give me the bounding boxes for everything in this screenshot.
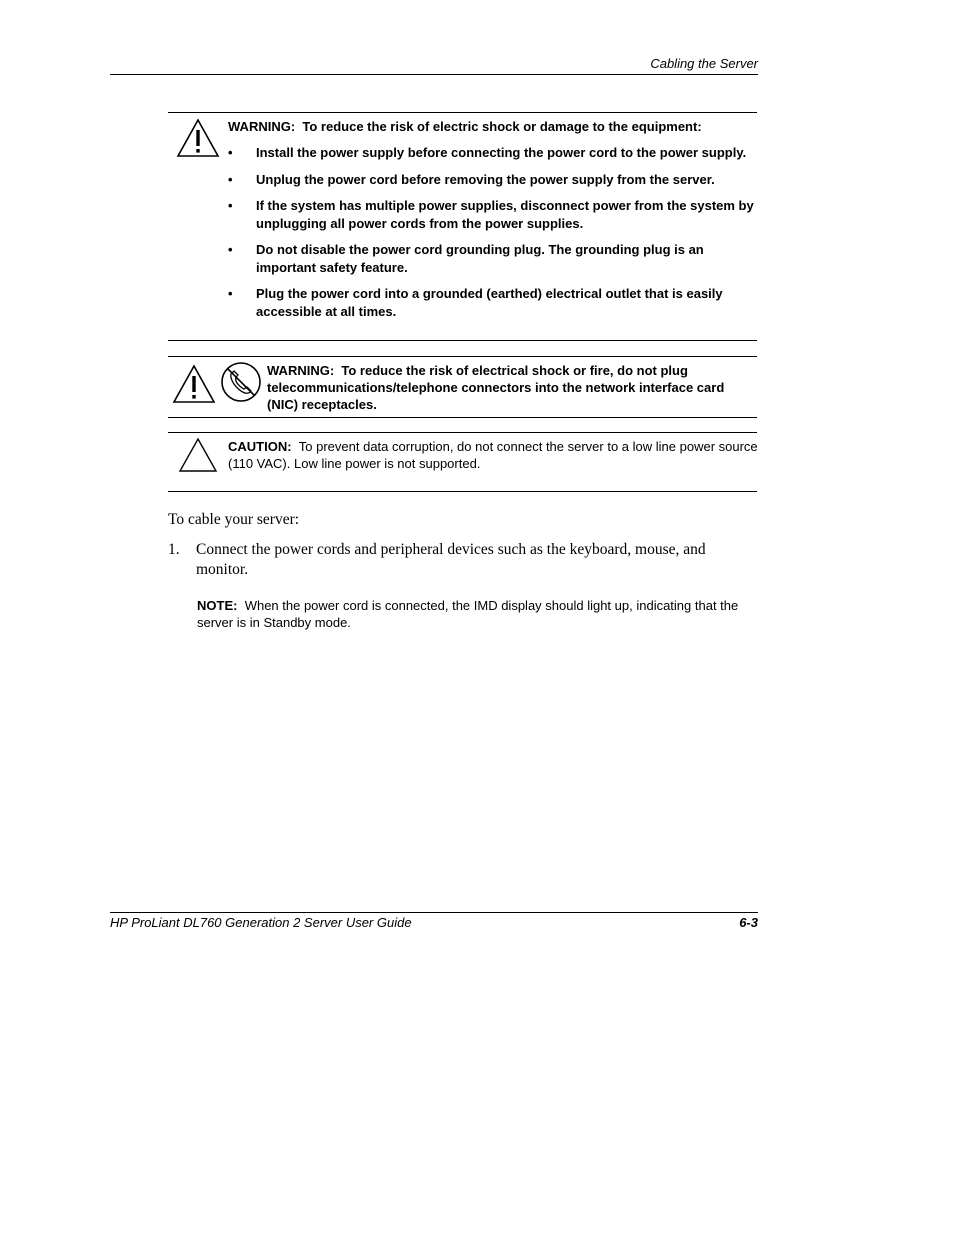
- list-item-text: If the system has multiple power supplies, disconnect power from the system by unplugging all power cords from the power supplies.: [256, 198, 754, 231]
- note-label: NOTE:: [197, 598, 238, 613]
- caution-box: [168, 432, 757, 493]
- list-item: • Install the power supply before connecting the power cord to the power supply.: [228, 145, 747, 160]
- header-rule: [110, 74, 758, 75]
- caution-text: [228, 439, 768, 472]
- list-item: • Unplug the power cord before removing the power supply from the server.: [228, 171, 715, 187]
- list-item: • Plug the power cord into a grounded (earthed) electrical outlet that is easily accessible at all times.: [228, 286, 723, 319]
- footer-rule: [110, 912, 758, 913]
- list-item: • Do not disable the power cord grounding plug. The grounding plug is an important safety feature.: [228, 242, 704, 275]
- list-item: • If the system has multiple power supplies, disconnect power from the system by unplugging all power cords from the power supplies.: [228, 198, 754, 231]
- warning-bullet-list: [228, 144, 756, 329]
- caution-triangle-icon: [178, 437, 218, 478]
- list-item-text: Install the power supply before connecting the power cord to the power supply.: [256, 145, 747, 160]
- warning-label: WARNING:: [267, 363, 335, 378]
- footer-title: HP ProLiant DL760 Generation 2 Server User Guide: [110, 915, 412, 930]
- no-telephone-icon: [220, 361, 262, 408]
- caution-top-rule: [168, 432, 757, 433]
- step-text: Connect the power cords and peripheral devices such as the keyboard, mouse, and monitor.: [196, 541, 706, 578]
- caution-bottom-rule: [168, 491, 757, 492]
- warning-box-electric-shock: [168, 112, 757, 342]
- warning-text: [267, 362, 747, 413]
- warning-triangle-icon: [176, 118, 220, 163]
- warning-bottom-rule: [168, 340, 757, 341]
- warning-body: To reduce the risk of electrical shock or fire, do not plug telecommunications/telephone connectors into the network interface card (NIC) receptacles.: [267, 363, 725, 412]
- warning-top-rule: [168, 112, 757, 113]
- caution-label: CAUTION:: [228, 439, 292, 454]
- warning-heading: [228, 118, 756, 135]
- warning-intro: To reduce the risk of electric shock or damage to the equipment:: [302, 119, 702, 134]
- list-item-text: Plug the power cord into a grounded (earthed) electrical outlet that is easily accessible at all times.: [256, 286, 723, 319]
- list-item-text: Unplug the power cord before removing the power supply from the server.: [256, 171, 715, 187]
- warning-bottom-rule: [168, 417, 757, 418]
- step-number: 1.: [168, 541, 180, 558]
- warning-triangle-icon: [172, 364, 216, 409]
- note: [197, 598, 742, 631]
- running-header: Cabling the Server: [650, 56, 758, 71]
- intro-paragraph: To cable your server:: [168, 511, 300, 528]
- warning-label: WARNING:: [228, 119, 296, 134]
- warning-box-telephone: [168, 356, 757, 419]
- warning-top-rule: [168, 356, 757, 357]
- page-number: 6-3: [739, 915, 758, 930]
- list-item-text: Do not disable the power cord grounding plug. The grounding plug is an important safety feature.: [256, 242, 704, 275]
- caution-body: To prevent data corruption, do not connect the server to a low line power source (110 VAC). Low line power is not supported.: [228, 439, 758, 471]
- note-text: When the power cord is connected, the IMD display should light up, indicating that the server is in Standby mode.: [197, 598, 739, 630]
